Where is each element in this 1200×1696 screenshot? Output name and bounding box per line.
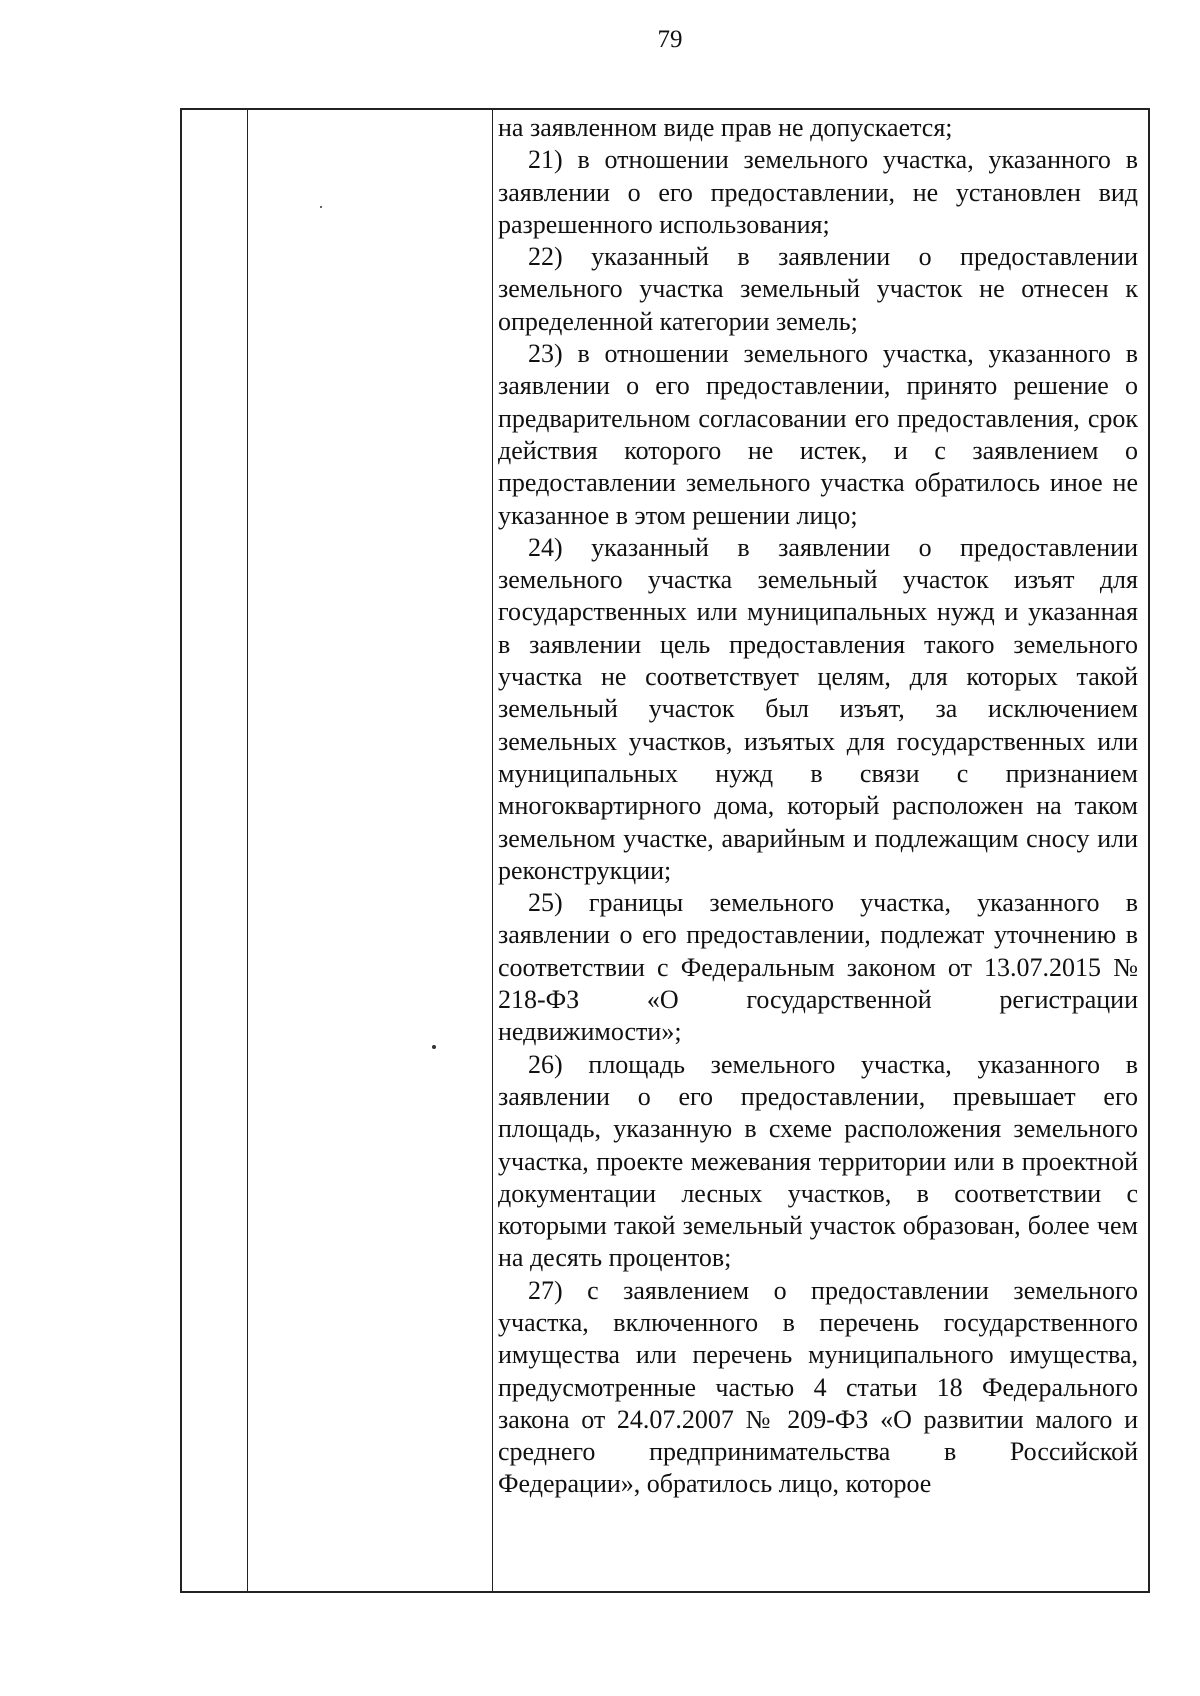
scan-speck (320, 206, 322, 208)
scan-speck (432, 1045, 436, 1049)
list-item-24: 24) указанный в заявлении о предоставлении земельного участка земельный участок изъят для государственных или муниципальных нужд и указанная в заявлении цель предоставления такого земельного участка не соответствует целям, для которых такой земельный участок был изъят, за исключением земельных участков, изъятых для государственных или муниципальных нужд в связи с признанием многоквартирного дома, который расположен на таком земельном участке, аварийным и подлежащим сносу или реконструкции; (498, 532, 1138, 885)
list-item-21: 21) в отношении земельного участка, указанного в заявлении о его предоставлении, не установлен вид разрешенного использования; (498, 145, 1138, 239)
list-item-23: 23) в отношении земельного участка, указанного в заявлении о его предоставлении, принято решение о предварительном согласовании его предоставления, срок действия которого не истек, и с заявлением о предоставлении земельного участка обратилось иное не указанное в этом решении лицо; (498, 339, 1138, 530)
list-item-25: 25) границы земельного участка, указанного в заявлении о его предоставлении, подлежат уточнению в соответствии с Федеральным законом от 13.07.2015 № 218-ФЗ «О государственной регистрации недвижимости»; (498, 888, 1138, 1047)
paragraph-continuation: на заявленном виде прав не допускается; (498, 113, 953, 142)
list-item-22: 22) указанный в заявлении о предоставлении земельного участка земельный участок не отнесен к определенной категории земель; (498, 242, 1138, 336)
table-cell-text (498, 112, 1138, 1501)
list-item-27: 27) с заявлением о предоставлении земельного участка, включенного в перечень государственного имущества или перечень муниципального имущества, предусмотренные частью 4 статьи 18 Федерального закона от 24.07.2007 № 209-ФЗ «О развитии малого и среднего предпринимательства в Российской Федерации», обратилось лицо, которое (498, 1275, 1138, 1499)
column-divider-2 (492, 110, 493, 1591)
column-divider-1 (247, 110, 248, 1591)
list-item-26: 26) площадь земельного участка, указанного в заявлении о его предоставлении, превышает его площадь, указанную в схеме расположения земельного участка, проекте межевания территории или в проектной документации лесных участков, в соответствии с которыми такой земельный участок образован, более чем на десять процентов; (498, 1049, 1138, 1273)
page-number: 79 (657, 26, 683, 53)
document-table (180, 108, 1150, 1593)
